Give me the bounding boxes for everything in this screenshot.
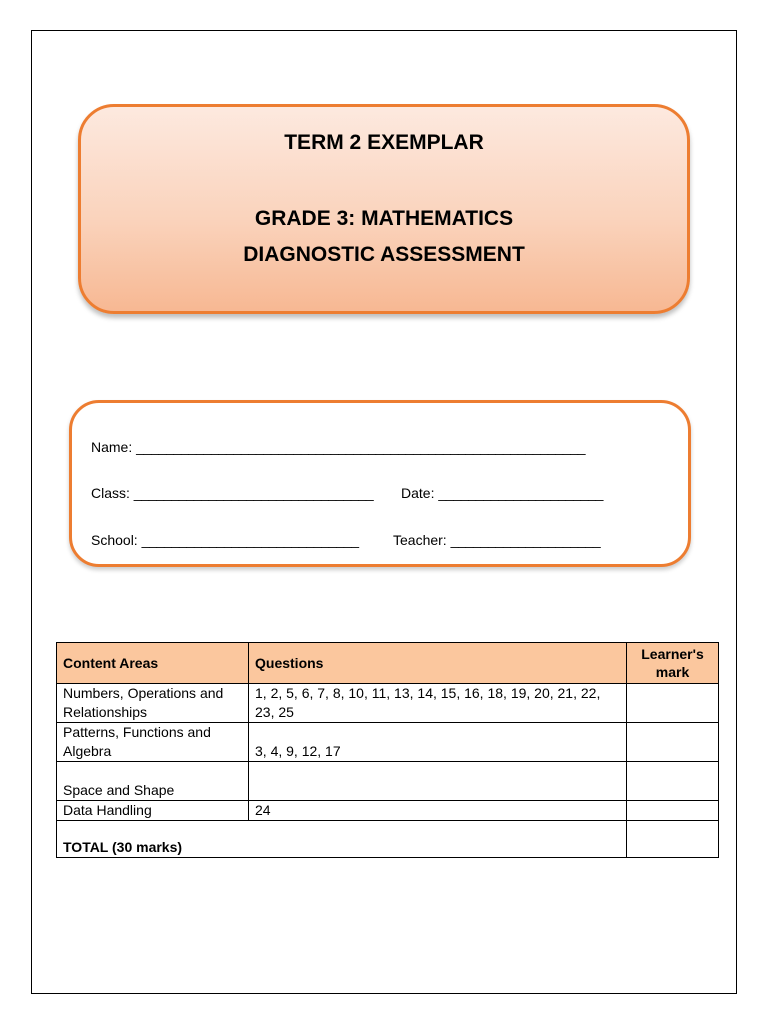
- name-label: Name:: [91, 439, 133, 455]
- table-header-row: [57, 643, 719, 684]
- content-areas-table: [56, 642, 719, 858]
- questions-cell: [249, 762, 627, 801]
- questions-cell: 24: [249, 801, 627, 821]
- assessment-title: DIAGNOSTIC ASSESSMENT: [243, 243, 525, 266]
- total-mark-cell[interactable]: [627, 821, 719, 858]
- table-row: [57, 801, 719, 821]
- table-row: [57, 723, 719, 762]
- learner-info-box: [69, 400, 691, 567]
- teacher-label: Teacher:: [393, 532, 447, 548]
- table-row: [57, 684, 719, 723]
- grade-subject-title: GRADE 3: MATHEMATICS: [254, 207, 514, 230]
- class-field[interactable]: ________________________________: [133, 485, 374, 501]
- header-content-areas: Content Areas: [57, 643, 249, 684]
- total-label: TOTAL (30 marks): [57, 821, 627, 858]
- title-banner: [78, 104, 690, 314]
- class-date-row: [91, 485, 604, 501]
- school-teacher-row: [91, 532, 601, 548]
- table-row: [57, 762, 719, 801]
- header-learners-mark: Learner's mark: [627, 643, 719, 684]
- total-row: [57, 821, 719, 858]
- header-questions: Questions: [249, 643, 627, 684]
- teacher-field[interactable]: ____________________: [450, 532, 601, 548]
- content-area-cell: Space and Shape: [57, 762, 249, 801]
- content-area-cell: Patterns, Functions and Algebra: [57, 723, 249, 762]
- questions-cell: 3, 4, 9, 12, 17: [249, 723, 627, 762]
- date-label: Date:: [401, 485, 435, 501]
- teacher-group: [393, 532, 600, 548]
- content-area-cell: Data Handling: [57, 801, 249, 821]
- mark-cell[interactable]: [627, 762, 719, 801]
- school-field[interactable]: _____________________________: [141, 532, 359, 548]
- questions-cell: 1, 2, 5, 6, 7, 8, 10, 11, 13, 14, 15, 16, 18, 19, 20, 21, 22, 23, 25: [249, 684, 627, 723]
- class-label: Class:: [91, 485, 130, 501]
- mark-cell[interactable]: [627, 801, 719, 821]
- mark-cell[interactable]: [627, 684, 719, 723]
- date-group: [401, 485, 603, 501]
- mark-cell[interactable]: [627, 723, 719, 762]
- name-row: [91, 439, 585, 455]
- content-area-cell: Numbers, Operations and Relationships: [57, 684, 249, 723]
- name-field[interactable]: ____________________________________________________________: [136, 439, 586, 455]
- date-field[interactable]: ______________________: [438, 485, 604, 501]
- school-label: School:: [91, 532, 138, 548]
- term-title: TERM 2 EXEMPLAR: [284, 131, 484, 154]
